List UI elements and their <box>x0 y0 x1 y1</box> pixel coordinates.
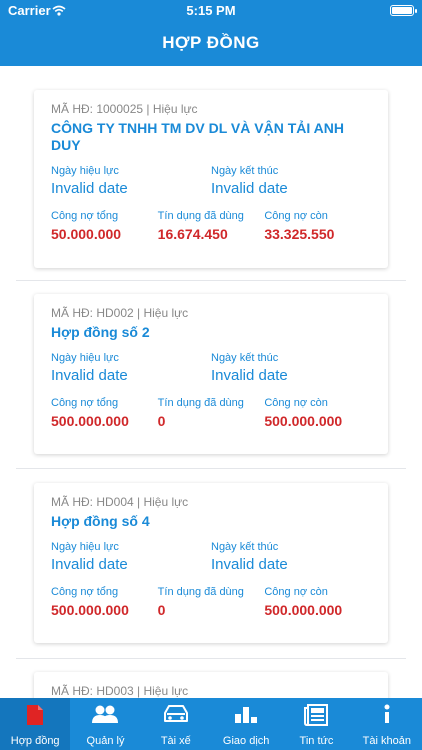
contract-dates <box>51 164 371 198</box>
used-credit-value: 0 <box>157 602 166 618</box>
list-divider <box>16 280 406 281</box>
tab-label: Tài xế <box>160 735 191 747</box>
start-date-label: Ngày hiệu lực <box>51 165 119 177</box>
used-credit-value: 0 <box>157 413 166 429</box>
total-debt-value: 500.000.000 <box>51 602 129 618</box>
end-date-label: Ngày kết thúc <box>211 541 279 553</box>
contract-meta: MÃ HĐ: 1000025 | Hiệu lực <box>51 102 198 116</box>
contract-list[interactable] <box>0 66 422 698</box>
contract-name: Hợp đồng số 4 <box>51 513 150 529</box>
used-credit-label: Tín dụng đã dùng <box>157 586 244 598</box>
used-credit-value: 16.674.450 <box>157 226 228 242</box>
end-date-value: Invalid date <box>211 556 288 573</box>
tab-label: Tin tức <box>299 735 334 747</box>
tab-drivers[interactable] <box>141 698 211 750</box>
contract-meta: MÃ HĐ: HD002 | Hiệu lực <box>51 306 189 320</box>
status-bar <box>0 0 422 22</box>
end-date-value: Invalid date <box>211 180 288 197</box>
contract-amounts <box>51 209 371 243</box>
newspaper-icon <box>303 704 329 731</box>
tab-label: Tài khoản <box>362 735 411 747</box>
total-debt-label: Công nợ tổng <box>51 586 119 598</box>
users-icon <box>91 704 119 729</box>
contract-amounts <box>51 396 371 430</box>
contract-card[interactable] <box>34 483 388 643</box>
start-date-label: Ngày hiệu lực <box>51 352 119 364</box>
contract-dates <box>51 540 371 574</box>
used-credit-label: Tín dụng đã dùng <box>157 397 244 409</box>
start-date-value: Invalid date <box>51 556 128 573</box>
bar-chart-icon <box>233 704 259 729</box>
tab-label: Hợp đồng <box>10 735 60 747</box>
start-date-label: Ngày hiệu lực <box>51 541 119 553</box>
contract-card[interactable] <box>34 294 388 454</box>
contract-card[interactable] <box>34 90 388 268</box>
start-date-value: Invalid date <box>51 180 128 197</box>
list-divider <box>16 468 406 469</box>
start-date-value: Invalid date <box>51 367 128 384</box>
list-divider <box>16 658 406 659</box>
nav-header <box>0 22 422 66</box>
contract-meta: MÃ HĐ: HD003 | Hiệu lực <box>51 684 189 698</box>
car-icon <box>163 704 189 729</box>
total-debt-label: Công nợ tổng <box>51 210 119 222</box>
tab-account[interactable] <box>352 698 422 750</box>
contract-amounts <box>51 585 371 619</box>
end-date-value: Invalid date <box>211 367 288 384</box>
tab-news[interactable] <box>281 698 351 750</box>
tab-label: Quản lý <box>86 735 125 747</box>
tab-label: Giao dịch <box>222 735 270 747</box>
info-icon <box>382 704 392 729</box>
total-debt-value: 500.000.000 <box>51 413 129 429</box>
tab-contracts[interactable] <box>0 698 70 750</box>
remaining-debt-label: Công nợ còn <box>264 210 328 222</box>
status-time: 5:15 PM <box>186 3 236 18</box>
contract-name: Hợp đồng số 2 <box>51 324 150 340</box>
tab-bar <box>0 698 422 750</box>
tab-management[interactable] <box>70 698 140 750</box>
battery-icon <box>390 5 414 16</box>
remaining-debt-value: 33.325.550 <box>264 226 335 242</box>
total-debt-label: Công nợ tổng <box>51 397 119 409</box>
contract-dates <box>51 351 371 385</box>
remaining-debt-label: Công nợ còn <box>264 397 328 409</box>
contract-meta: MÃ HĐ: HD004 | Hiệu lực <box>51 495 189 509</box>
end-date-label: Ngày kết thúc <box>211 165 279 177</box>
contract-name: CÔNG TY TNHH TM DV DL VÀ VẬN TẢI ANH DUY <box>51 120 344 153</box>
carrier-label: Carrier <box>8 3 51 18</box>
remaining-debt-value: 500.000.000 <box>264 602 343 618</box>
remaining-debt-label: Công nợ còn <box>264 586 328 598</box>
contract-card[interactable] <box>34 672 388 698</box>
tab-transactions[interactable] <box>211 698 281 750</box>
document-icon <box>26 704 44 731</box>
page-title: HỢP ĐỒNG <box>162 33 260 52</box>
used-credit-label: Tín dụng đã dùng <box>157 210 244 222</box>
end-date-label: Ngày kết thúc <box>211 352 279 364</box>
remaining-debt-value: 500.000.000 <box>264 413 343 429</box>
total-debt-value: 50.000.000 <box>51 226 122 242</box>
